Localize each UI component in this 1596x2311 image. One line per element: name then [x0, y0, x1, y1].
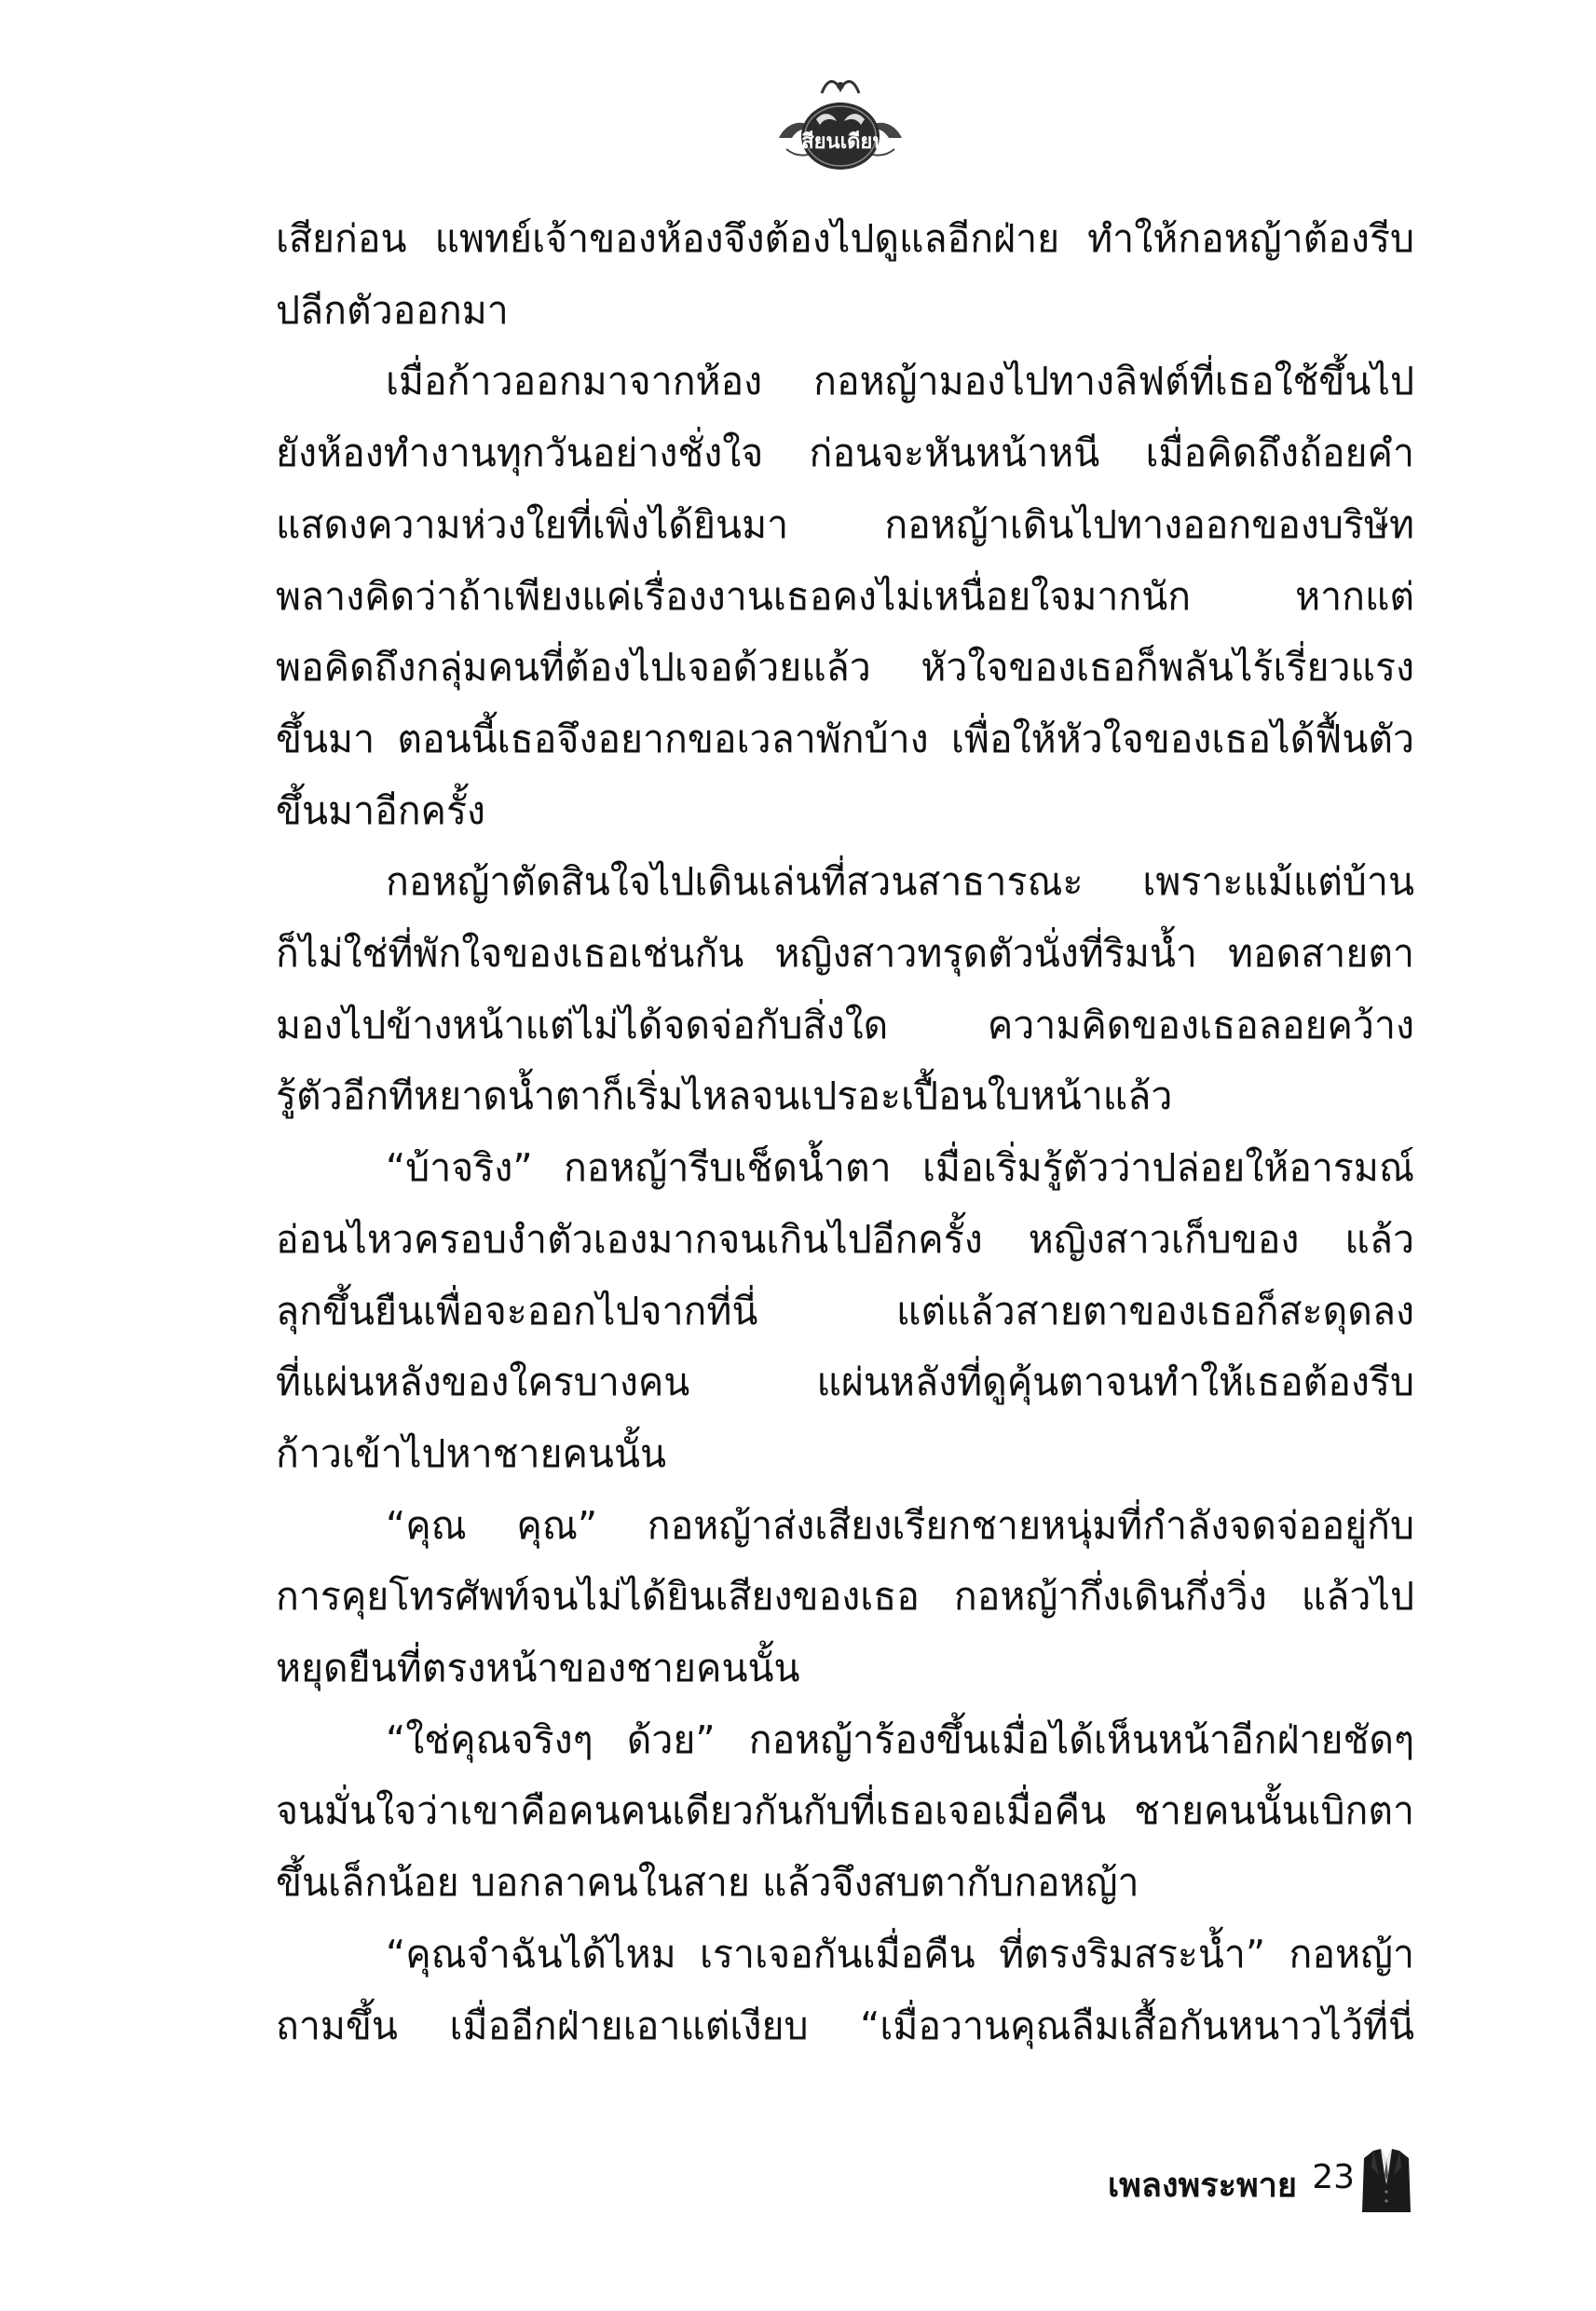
text-line: ขึ้นเล็กน้อย บอกลาคนในสาย แล้วจึงสบตากับกอหญ้า: [276, 1860, 1139, 1906]
text-line: “ใช่คุณจริงๆ ด้วย” กอหญ้าร้องขึ้นเมื่อได้เห็นหน้าอีกฝ่ายชัดๆ: [386, 1716, 1414, 1762]
paragraph: [276, 1132, 1414, 1490]
text-line: เสียก่อน แพทย์เจ้าของห้องจึงต้องไปดูแลอีกฝ่าย ทำให้กอหญ้าต้องรีบ: [276, 216, 1414, 261]
text-line: ขึ้นมา ตอนนี้เธอจึงอยากขอเวลาพักบ้าง เพื่อให้หัวใจของเธอได้ฟื้นตัว: [276, 716, 1414, 761]
text-line: ถามขึ้น เมื่ออีกฝ่ายเอาแต่เงียบ “เมื่อวานคุณลืมเสื้อกันหนาวไว้ที่นี่: [276, 2003, 1414, 2048]
text-line: “บ้าจริง” กอหญ้ารีบเช็ดน้ำตา เมื่อเริ่มรู้ตัวว่าปล่อยให้อารมณ์: [386, 1145, 1414, 1191]
body-text: [276, 203, 1414, 2061]
publisher-logo: [770, 73, 911, 175]
text-line: มองไปข้างหน้าแต่ไม่ได้จดจ่อกับสิ่งใด ความคิดของเธอลอยคว้าง: [276, 1002, 1414, 1047]
text-line: หยุดยืนที่ตรงหน้าของชายคนนั้น: [276, 1646, 800, 1691]
text-line: ก็ไม่ใช่ที่พักใจของเธอเช่นกัน หญิงสาวทรุดตัวนั่งที่ริมน้ำ ทอดสายตา: [276, 931, 1414, 977]
text-line: พลางคิดว่าถ้าเพียงแค่เรื่องงานเธอคงไม่เหนื่อยใจมากนัก หากแต่: [276, 573, 1414, 619]
text-line: ยังห้องทำงานทุกวันอย่างชั่งใจ ก่อนจะหันหน้าหนี เมื่อคิดถึงถ้อยคำ: [276, 431, 1414, 476]
page-footer: [1003, 2147, 1412, 2222]
paragraph: [276, 203, 1414, 346]
text-line: ที่แผ่นหลังของใครบางคน แผ่นหลังที่ดูคุ้นตาจนทำให้เธอต้องรีบ: [276, 1360, 1414, 1405]
text-line: อ่อนไหวครอบงำตัวเองมากจนเกินไปอีกครั้ง หญิงสาวเก็บของ แล้ว: [276, 1216, 1414, 1262]
text-line: ขึ้นมาอีกครั้ง: [276, 787, 486, 833]
logo-text: เสียนเดียน: [794, 130, 887, 154]
text-line: พอคิดถึงกลุ่มคนที่ต้องไปเจอด้วยแล้ว หัวใจของเธอก็พลันไร้เรี่ยวแรง: [276, 645, 1414, 691]
text-line: กอหญ้าตัดสินใจไปเดินเล่นที่สวนสาธารณะ เพราะแม้แต่บ้าน: [386, 859, 1414, 905]
paragraph: [276, 1919, 1414, 2061]
text-line: “คุณ คุณ” กอหญ้าส่งเสียงเรียกชายหนุ่มที่กำลังจดจ่ออยู่กับ: [386, 1502, 1414, 1548]
ornament-icon: [770, 73, 911, 175]
paragraph: [276, 1490, 1414, 1704]
text-line: จนมั่นใจว่าเขาคือคนคนเดียวกันกับที่เธอเจอเมื่อคืน ชายคนนั้นเบิกตา: [276, 1788, 1414, 1834]
text-line: แสดงความห่วงใยที่เพิ่งได้ยินมา กอหญ้าเดินไปทางออกของบริษัท: [276, 501, 1414, 547]
text-line: รู้ตัวอีกทีหยาดน้ำตาก็เริ่มไหลจนเปรอะเปื้อนใบหน้าแล้ว: [276, 1073, 1173, 1119]
paragraph: [276, 1704, 1414, 1919]
page-number: 23: [1312, 2158, 1355, 2196]
book-title: เพลงพระพาย: [1107, 2167, 1297, 2205]
text-line: ปลีกตัวออกมา: [276, 287, 509, 333]
text-line: การคุยโทรศัพท์จนไม่ได้ยินเสียงของเธอ กอหญ้ากึ่งเดินกึ่งวิ่ง แล้วไป: [276, 1574, 1414, 1620]
text-line: ลุกขึ้นยืนเพื่อจะออกไปจากที่นี่ แต่แล้วสายตาของเธอก็สะดุดลง: [276, 1288, 1414, 1333]
text-line: ก้าวเข้าไปหาชายคนนั้น: [276, 1430, 667, 1476]
paragraph: [276, 346, 1414, 846]
suit-jacket-icon: [1360, 2147, 1412, 2214]
text-line: “คุณจำฉันได้ไหม เราเจอกันเมื่อคืน ที่ตรงริมสระน้ำ” กอหญ้า: [386, 1931, 1414, 1976]
text-line: เมื่อก้าวออกมาจากห้อง กอหญ้ามองไปทางลิฟต์ที่เธอใช้ขึ้นไป: [386, 359, 1414, 404]
paragraph: [276, 846, 1414, 1132]
